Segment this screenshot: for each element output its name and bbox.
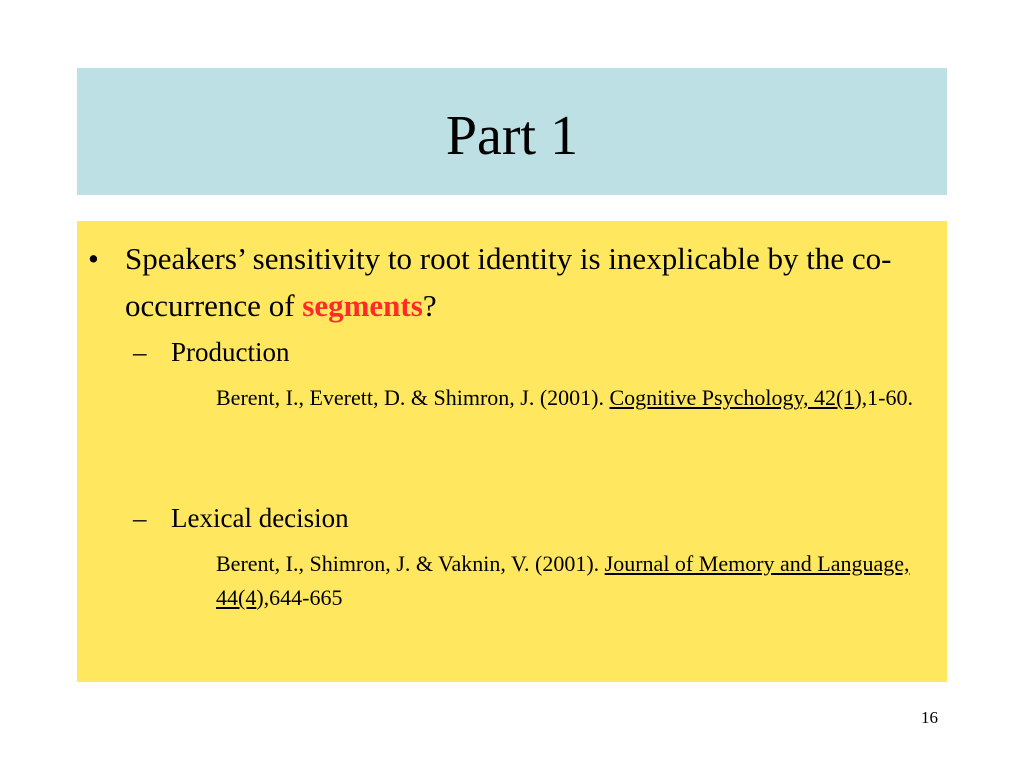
highlight-segments: segments [302,288,423,323]
subitem-lexical-decision [133,500,349,536]
reference-production [216,381,941,415]
reference-journal-link[interactable]: Journal of Memory and Language, 44(4 [216,551,910,610]
main-bullet-text-start: Speakers’ sensitivity to root identity is inexplicable by the co-occurrence of [125,241,892,323]
reference-authors: Berent, I., Shimron, J. & Vaknin, V. (2001). [216,551,605,576]
dash-marker: – [133,337,147,367]
title-banner [77,68,947,195]
reference-lexical-decision [216,547,941,615]
subitem-label: Production [171,337,290,367]
subitem-production [133,334,290,370]
dash-marker: – [133,503,147,533]
main-bullet-text [125,235,938,329]
subitem-label: Lexical decision [171,503,349,533]
reference-pages: ),1-60. [854,385,914,410]
slide-title: Part 1 [445,104,579,167]
reference-pages: ),644-665 [256,585,343,610]
page-number: 16 [921,708,938,727]
reference-journal-link[interactable]: Cognitive Psychology, 42(1 [609,385,855,410]
main-bullet [88,235,938,329]
content-panel [77,221,947,682]
main-bullet-text-end: ? [422,288,437,323]
bullet-marker: • [88,241,99,276]
reference-authors: Berent, I., Everett, D. & Shimron, J. (2001). [216,385,610,410]
